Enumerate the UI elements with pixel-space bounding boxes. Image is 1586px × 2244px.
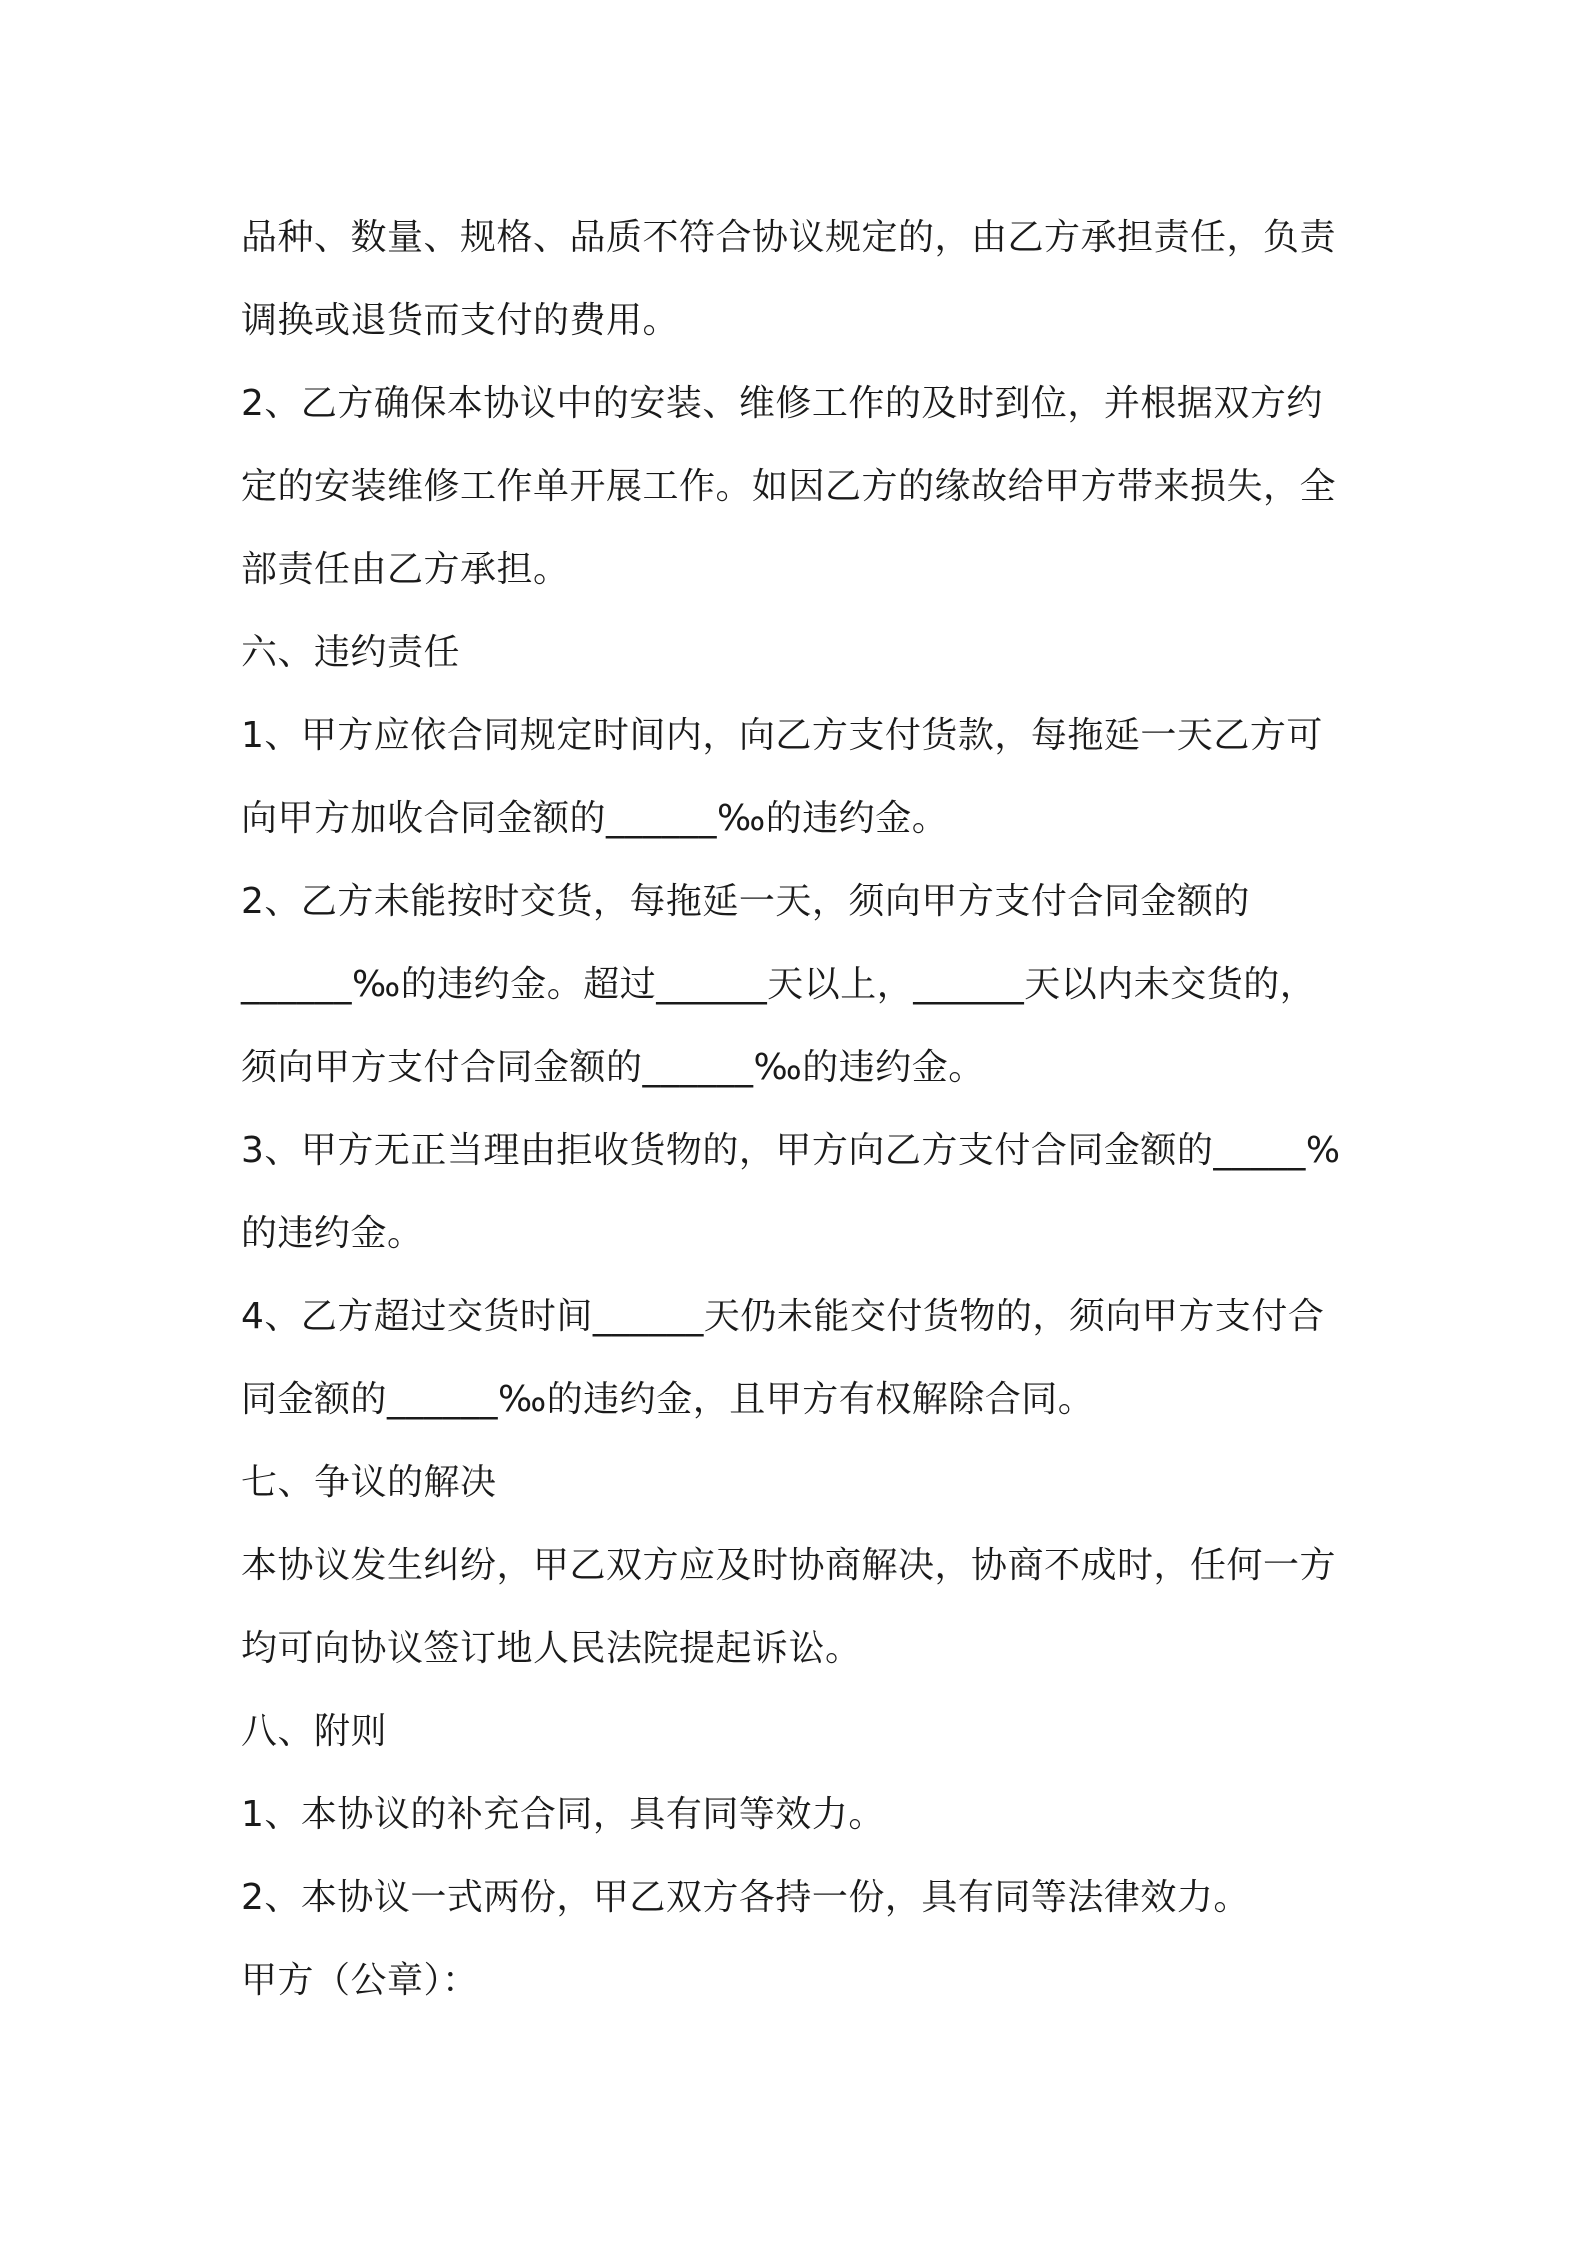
text-line: ______‰的违约金。超过______天以上，______天以内未交货的， (241, 964, 1317, 1005)
text-line: 定的安装维修工作单开展工作。如因乙方的缘故给甲方带来损失，全 (241, 466, 1337, 507)
text-line: 4、乙方超过交货时间______天仍未能交付货物的，须向甲方支付合 (241, 1296, 1325, 1337)
text-line: 2、乙方确保本协议中的安装、维修工作的及时到位，并根据双方约 (241, 383, 1323, 424)
text-line: 1、甲方应依合同规定时间内，向乙方支付货款，每拖延一天乙方可 (241, 715, 1323, 756)
section-heading-supplementary-provisions: 八、附则 (241, 1711, 388, 1752)
text-line: 品种、数量、规格、品质不符合协议规定的，由乙方承担责任，负责 (241, 217, 1337, 258)
text-line: 本协议发生纠纷，甲乙双方应及时协商解决，协商不成时，任何一方 (241, 1545, 1337, 1586)
text-line: 2、乙方未能按时交货，每拖延一天，须向甲方支付合同金额的 (241, 881, 1250, 922)
section-heading-dispute-resolution: 七、争议的解决 (241, 1462, 497, 1503)
document-body (241, 196, 1356, 2022)
text-line: 须向甲方支付合同金额的______‰的违约金。 (241, 1047, 985, 1088)
text-line: 的违约金。 (241, 1213, 424, 1254)
text-line: 3、甲方无正当理由拒收货物的，甲方向乙方支付合同金额的_____% (241, 1130, 1341, 1171)
text-line: 均可向协议签订地人民法院提起诉讼。 (241, 1628, 862, 1669)
text-line: 1、本协议的补充合同，具有同等效力。 (241, 1794, 885, 1835)
text-line: 向甲方加收合同金额的______‰的违约金。 (241, 798, 949, 839)
text-line: 调换或退货而支付的费用。 (241, 300, 680, 341)
section-heading-breach-liability: 六、违约责任 (241, 632, 461, 673)
text-line: 2、本协议一式两份，甲乙双方各持一份，具有同等法律效力。 (241, 1877, 1250, 1918)
text-line: 同金额的______‰的违约金，且甲方有权解除合同。 (241, 1379, 1095, 1420)
text-line: 部责任由乙方承担。 (241, 549, 570, 590)
party-a-seal-label: 甲方（公章）： (241, 1960, 479, 2001)
